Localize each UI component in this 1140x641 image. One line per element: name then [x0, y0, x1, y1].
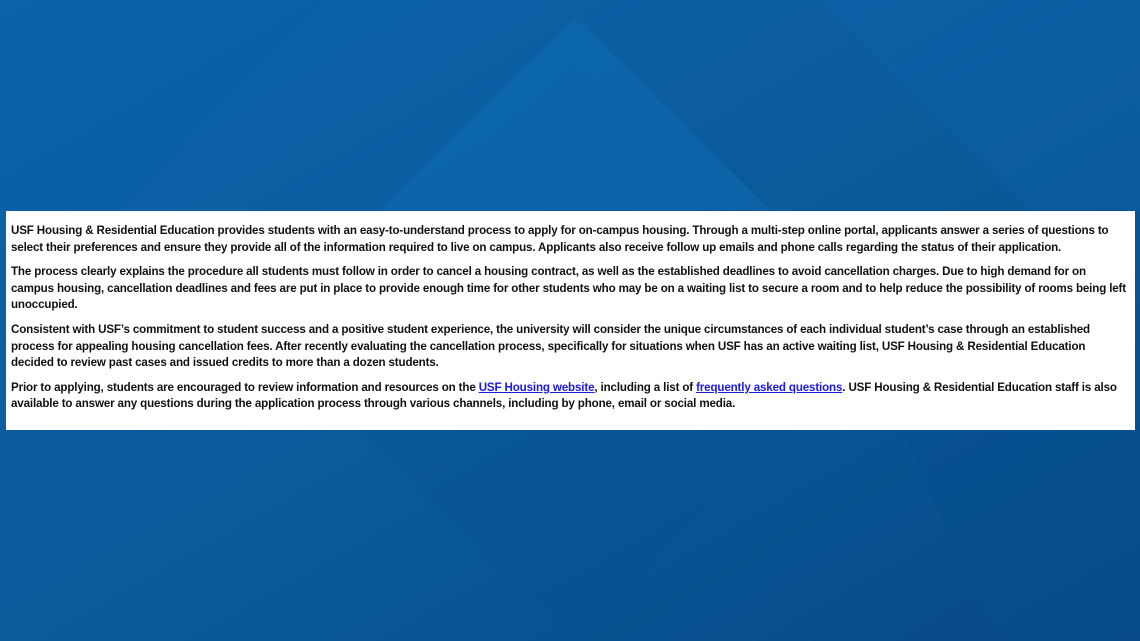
paragraph-4-text-end: . USF Housing & Residential Education staff is also available to answer any questions during the application process through various channels, including by phone, email or social media.: [11, 380, 1117, 411]
paragraph-4-text-start: Prior to applying, students are encouraged to review information and resources on the: [11, 380, 479, 394]
statement-paragraph-3: Consistent with USF’s commitment to student success and a positive student experience, the university will consider the unique circumstances of each individual student’s case through an established process for appealing housing cancellation fees. After recently evaluating the cancellation process, specifically for situations when USF has an active waiting list, USF Housing & Residential Education decided to review past cases and issued credits to more than a dozen students.: [11, 322, 1090, 370]
paragraph-4-text-middle: , including a list of: [594, 380, 697, 394]
statement-paragraph-4: [11, 380, 1129, 413]
statement-panel: [6, 211, 1135, 430]
usf-housing-website-link[interactable]: USF Housing website: [478, 380, 595, 394]
faq-link[interactable]: frequently asked questions: [696, 380, 843, 394]
statement-paragraph-1: USF Housing & Residential Education provides students with an easy-to-understand process to apply for on-campus housing. Through a multi-step online portal, applicants answer a series of questions to select their preferences and ensure they provide all of the information required to live on campus. Applicants also receive follow up emails and phone calls regarding the status of their application.: [11, 224, 1109, 254]
statement-paragraph-2: The process clearly explains the procedure all students must follow in order to cancel a housing contract, as well as the established deadlines to avoid cancellation charges. Due to high demand for on campus housing, cancellation deadlines and fees are put in place to provide enough time for other students who may be on a waiting list to secure a room and to help reduce the possibility of rooms being left unoccupied.: [11, 265, 1126, 312]
